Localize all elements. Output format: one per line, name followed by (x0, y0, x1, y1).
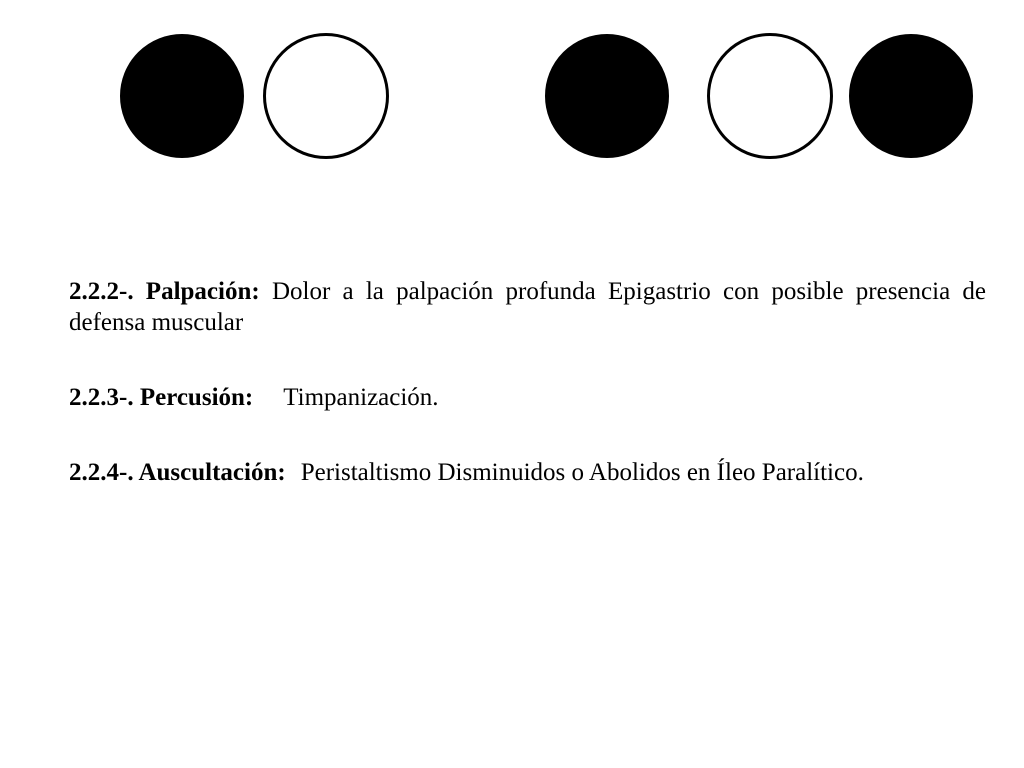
percussion-label: 2.2.3-. Percusión: (69, 384, 254, 411)
auscultation-label: 2.2.4-. Auscultación: (69, 459, 286, 486)
auscultation-text: Peristaltismo Disminuidos o Abolidos en Íleo Paralítico. (300, 459, 864, 486)
palpation-item (69, 276, 986, 338)
auscultation-item (69, 457, 986, 488)
filled-circle-icon (849, 34, 973, 158)
palpation-label: 2.2.2-. Palpación: (69, 278, 260, 305)
filled-circle-icon (545, 34, 669, 158)
percussion-text: Timpanización. (283, 384, 439, 411)
hollow-circle-icon (707, 33, 833, 159)
percussion-item (69, 382, 986, 413)
palpation-text: Dolor a la palpación profunda Epigastrio con posible presencia de defensa muscular (69, 278, 986, 336)
filled-circle-icon (120, 34, 244, 158)
hollow-circle-icon (263, 33, 389, 159)
